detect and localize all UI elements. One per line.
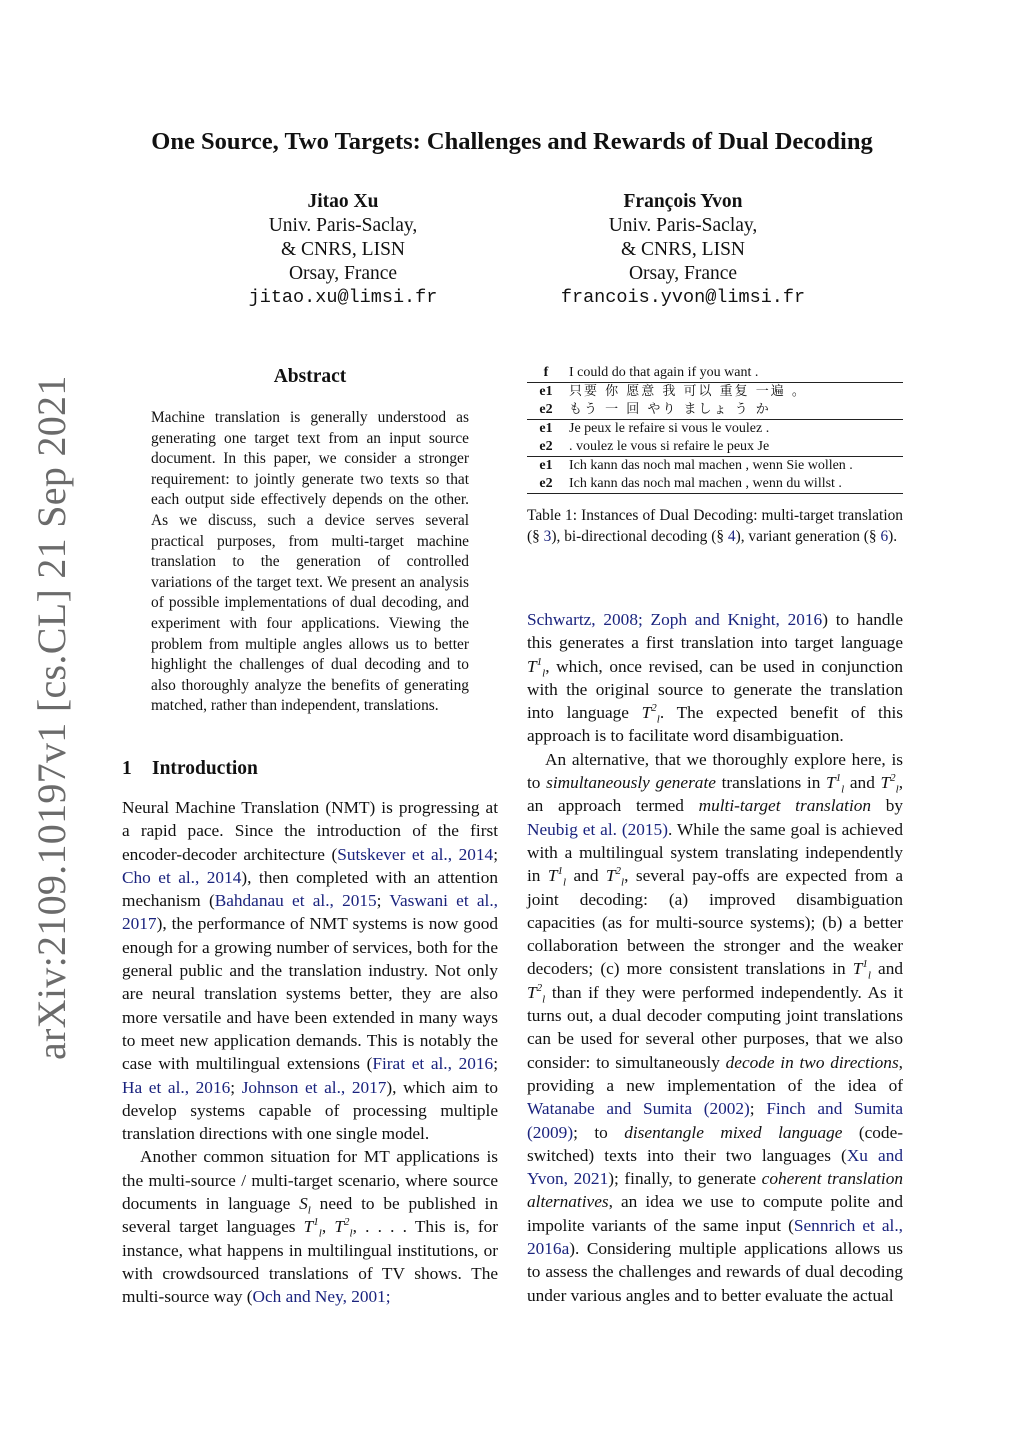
citation-link[interactable]: Watanabe and Sumita (2002) — [527, 1099, 750, 1119]
author-name: François Yvon — [623, 191, 743, 212]
math-base: T — [527, 656, 537, 676]
text-span: ; — [493, 1054, 499, 1074]
text-span: (code-switched) texts into their two languages ( — [527, 1122, 903, 1165]
math-sup: 2 — [651, 702, 657, 715]
paragraph — [527, 748, 903, 1307]
text-span: ; — [493, 844, 498, 864]
text-span: ), bi-directional decoding (§ — [551, 527, 728, 545]
author-affiliation: & CNRS, LISN — [620, 239, 746, 260]
section-ref-link[interactable]: 3 — [543, 527, 552, 545]
math-sub: l — [349, 1227, 353, 1240]
table-row — [527, 364, 903, 383]
math-base: T — [880, 773, 891, 793]
citation-link[interactable]: Firat et al., 2016 — [372, 1054, 494, 1074]
text-span: and — [870, 959, 903, 979]
math-base: S — [299, 1194, 308, 1214]
math-symbol — [527, 981, 546, 1006]
emphasis: multi-target translation — [698, 796, 872, 816]
text-span: , several pay-offs are expected from a joint decoding: (a) improved disambiguation capacities (as for multi-source systems); (b) a better collaboration between the stronger and the weaker decoders; (c) more consistent translations in — [527, 866, 903, 979]
table-row — [527, 383, 903, 402]
table-row — [527, 475, 903, 494]
left-column — [122, 796, 498, 1309]
row-key: e2 — [527, 475, 565, 494]
abstract-heading: Abstract — [273, 366, 347, 387]
citation-link[interactable]: Cho et al., 2014 — [122, 867, 242, 887]
text-span: , an idea we use to compute polite and impolite variants of the same input ( — [527, 1192, 903, 1235]
math-sup: 2 — [615, 865, 622, 878]
table-row — [527, 438, 903, 457]
author-name: Jitao Xu — [307, 191, 379, 212]
math-symbol — [880, 772, 899, 796]
table-row — [527, 401, 903, 420]
row-text: 只要 你 愿意 我 可以 重复 一遍 。 — [565, 383, 903, 402]
caption-label: Table 1: — [527, 507, 578, 524]
row-text: Ich kann das noch mal machen , wenn du willst . — [565, 475, 903, 494]
math-base: T — [527, 982, 537, 1002]
text-span: need to be published in several target languages — [122, 1194, 498, 1237]
math-base: T — [547, 866, 558, 886]
citation-link[interactable]: Xu and Yvon, 2021 — [527, 1145, 903, 1189]
text-span: . The expected benefit of this approach is to facilitate word disambiguation. — [527, 703, 903, 746]
citation-link[interactable]: Finch and Sumita (2009) — [527, 1099, 903, 1142]
text-span: , . . . . This is, for instance, what happens in multilingual institutions, or with crowdsourced translations of TV shows. The multi-source way ( — [122, 1217, 498, 1307]
table-caption — [527, 506, 903, 547]
abstract-text: Machine translation is generally understood as generating one target text from an input source document. In this paper, we consider a stronger requirement: to jointly generate two texts so that each output side effectively depends on the other. As we discuss, such a device serves several practical purposes, from multi-target machine translation to the generation of controlled variations of the target text. We present an analysis of possible implementations of dual decoding, and experiment with four applications. Viewing the problem from multiple angles allows us to better highlight the challenges of dual decoding and to also thoroughly analyze the benefits of generating matched, rather than independent, translations. — [151, 409, 469, 715]
math-symbol — [303, 1216, 322, 1240]
text-span: than if they were performed independently. As it turns out, a dual decoder computing joint translations can be used for several other purposes, that we also consider: to simultaneously — [527, 982, 903, 1072]
text-span: translations in — [715, 773, 827, 793]
author-affiliation: Univ. Paris-Saclay, — [608, 215, 758, 236]
row-text: Ich kann das noch mal machen , wenn Sie wollen . — [565, 457, 903, 476]
author-block-2 — [503, 190, 863, 310]
math-symbol — [527, 655, 546, 680]
table-row — [527, 420, 903, 439]
text-span: , providing a new implementation of the idea of — [527, 1052, 903, 1095]
citation-link[interactable]: Och and Ney, 2001; — [252, 1287, 391, 1307]
emphasis: decode in two directions — [725, 1052, 899, 1072]
text-span: Another common situation for MT applications is the multi-source / multi-target scenario, where source documents in language — [122, 1147, 498, 1214]
math-sup: 1 — [835, 772, 842, 785]
math-sub: l — [656, 713, 660, 726]
math-sup: 2 — [536, 981, 543, 994]
paragraph — [122, 1145, 498, 1308]
math-sup: 2 — [344, 1216, 350, 1229]
text-span: . While the same goal is achieved with a multilingual system translating independently in — [527, 819, 903, 886]
text-span: Instances of Dual Decoding: multi-target translation (§ — [527, 507, 903, 545]
example-table — [527, 364, 903, 494]
citation-link[interactable]: Schwartz, 2008; Zoph and Knight, 2016 — [527, 610, 823, 629]
math-sub: l — [307, 1204, 311, 1217]
author-block-1 — [163, 190, 523, 310]
citation-link[interactable]: Ha et al., 2016 — [122, 1077, 231, 1097]
text-span: ), which aim to develop systems capable of processing multiple translation directions with one single model. — [122, 1077, 499, 1144]
text-span: ; — [749, 1099, 767, 1119]
row-key: f — [543, 365, 549, 380]
citation-link[interactable]: Bahdanau et al., 2015 — [214, 891, 377, 911]
row-key: e1 — [527, 457, 565, 476]
math-sub: l — [895, 783, 899, 796]
text-span: ), variant generation (§ — [735, 527, 881, 545]
section-number: 1 — [122, 758, 132, 779]
citation-link[interactable]: Neubig et al. (2015) — [527, 819, 668, 839]
text-span: ; — [230, 1077, 242, 1097]
math-sub: l — [867, 969, 871, 982]
text-span: ); finally, to generate — [608, 1169, 762, 1189]
text-span: ; — [376, 891, 390, 911]
citation-link[interactable]: Sutskever et al., 2014 — [337, 844, 494, 864]
math-sub: l — [542, 993, 546, 1006]
table-row — [527, 457, 903, 476]
math-base: T — [826, 773, 836, 793]
author-affiliation: Univ. Paris-Saclay, — [268, 215, 418, 236]
section-title: Introduction — [152, 758, 258, 779]
math-base: T — [852, 959, 863, 979]
math-base: T — [605, 866, 616, 886]
math-symbol — [605, 865, 625, 889]
text-span: and — [844, 773, 881, 793]
row-text: . voulez le vous si refaire le peux Je — [569, 439, 770, 454]
math-symbol — [299, 1194, 311, 1217]
text-span: Neural Machine Translation (NMT) is progressing at a rapid pace. Since the introduction of the first encoder-decoder architecture ( — [122, 798, 498, 864]
row-key: e1 — [527, 383, 565, 402]
text-span: ). Considering multiple applications allows us to assess the challenges and rewards of dual decoding under various angles and to better evaluate the actual — [527, 1239, 903, 1305]
text-span: ), then completed with an attention mechanism ( — [122, 867, 498, 911]
math-base: T — [641, 703, 652, 723]
arxiv-identifier: arXiv:2109.10197v1 [cs.CL] 21 Sep 2021 — [29, 375, 74, 1060]
right-column — [527, 608, 903, 1307]
emphasis: simultaneously generate — [546, 773, 716, 793]
math-symbol — [334, 1216, 353, 1240]
text-span: , an approach termed — [527, 773, 904, 816]
author-email: jitao.xu@limsi.fr — [248, 287, 438, 308]
text-span: An alternative, that we thoroughly explore here, is to — [527, 749, 903, 793]
emphasis: disentangle mixed language — [624, 1122, 843, 1142]
paragraph — [527, 608, 903, 748]
math-symbol — [641, 702, 660, 726]
math-sup: 1 — [557, 865, 564, 878]
math-symbol — [852, 958, 871, 982]
text-span: ). — [888, 527, 898, 545]
math-sub: l — [318, 1227, 322, 1240]
author-location: Orsay, France — [628, 263, 738, 284]
emphasis: coherent translation alternatives — [527, 1169, 904, 1212]
citation-link[interactable]: Sennrich et al., 2016a — [527, 1215, 903, 1259]
text-span: by — [871, 796, 903, 816]
row-text: もう 一 回 やり ましょ う か — [569, 402, 771, 417]
row-text: Je peux le refaire si vous le voulez . — [565, 420, 903, 439]
citation-link[interactable]: Vaswani et al., 2017 — [122, 891, 498, 934]
author-affiliation: & CNRS, LISN — [280, 239, 406, 260]
row-key: e2 — [539, 402, 553, 417]
paper-title: One Source, Two Targets: Challenges and Rewards of Dual Decoding — [151, 128, 873, 155]
math-sub: l — [542, 667, 546, 680]
math-sup: 2 — [890, 772, 896, 785]
row-text: I could do that again if you want . — [569, 365, 759, 380]
text-span: , which, once revised, can be used in conjunction with the original source to generate the translation into language — [527, 656, 903, 723]
author-location: Orsay, France — [288, 263, 398, 284]
row-key: e1 — [527, 420, 565, 439]
math-symbol — [547, 865, 567, 889]
section-ref-link[interactable]: 6 — [880, 527, 889, 545]
text-span: ), the performance of NMT systems is now good enough for a growing number of services, both for the general public and the translation industry. Not only are neural translation systems better, they are also more versatile and have been extended in many ways to meet new application demands. This is notably the case with multilingual extensions ( — [122, 914, 498, 1074]
citation-link[interactable]: Johnson et al., 2017 — [241, 1077, 387, 1097]
math-sup: 1 — [313, 1216, 319, 1229]
section-ref-link[interactable]: 4 — [727, 527, 736, 545]
row-key: e2 — [539, 439, 553, 454]
math-sub: l — [563, 876, 567, 889]
math-base: T — [303, 1217, 314, 1237]
math-symbol — [826, 772, 845, 796]
text-span: ; to — [573, 1122, 625, 1142]
section-heading — [122, 758, 258, 780]
math-sup: 1 — [862, 958, 868, 971]
author-email: francois.yvon@limsi.fr — [560, 287, 806, 308]
text-span: , — [321, 1217, 335, 1237]
text-span: and — [566, 866, 606, 886]
math-sub: l — [841, 783, 845, 796]
math-sup: 1 — [536, 655, 543, 668]
math-sub: l — [621, 876, 625, 889]
paragraph — [122, 796, 498, 1145]
text-span: ) to handle this generates a first translation into target language — [527, 610, 903, 653]
math-base: T — [334, 1217, 345, 1237]
